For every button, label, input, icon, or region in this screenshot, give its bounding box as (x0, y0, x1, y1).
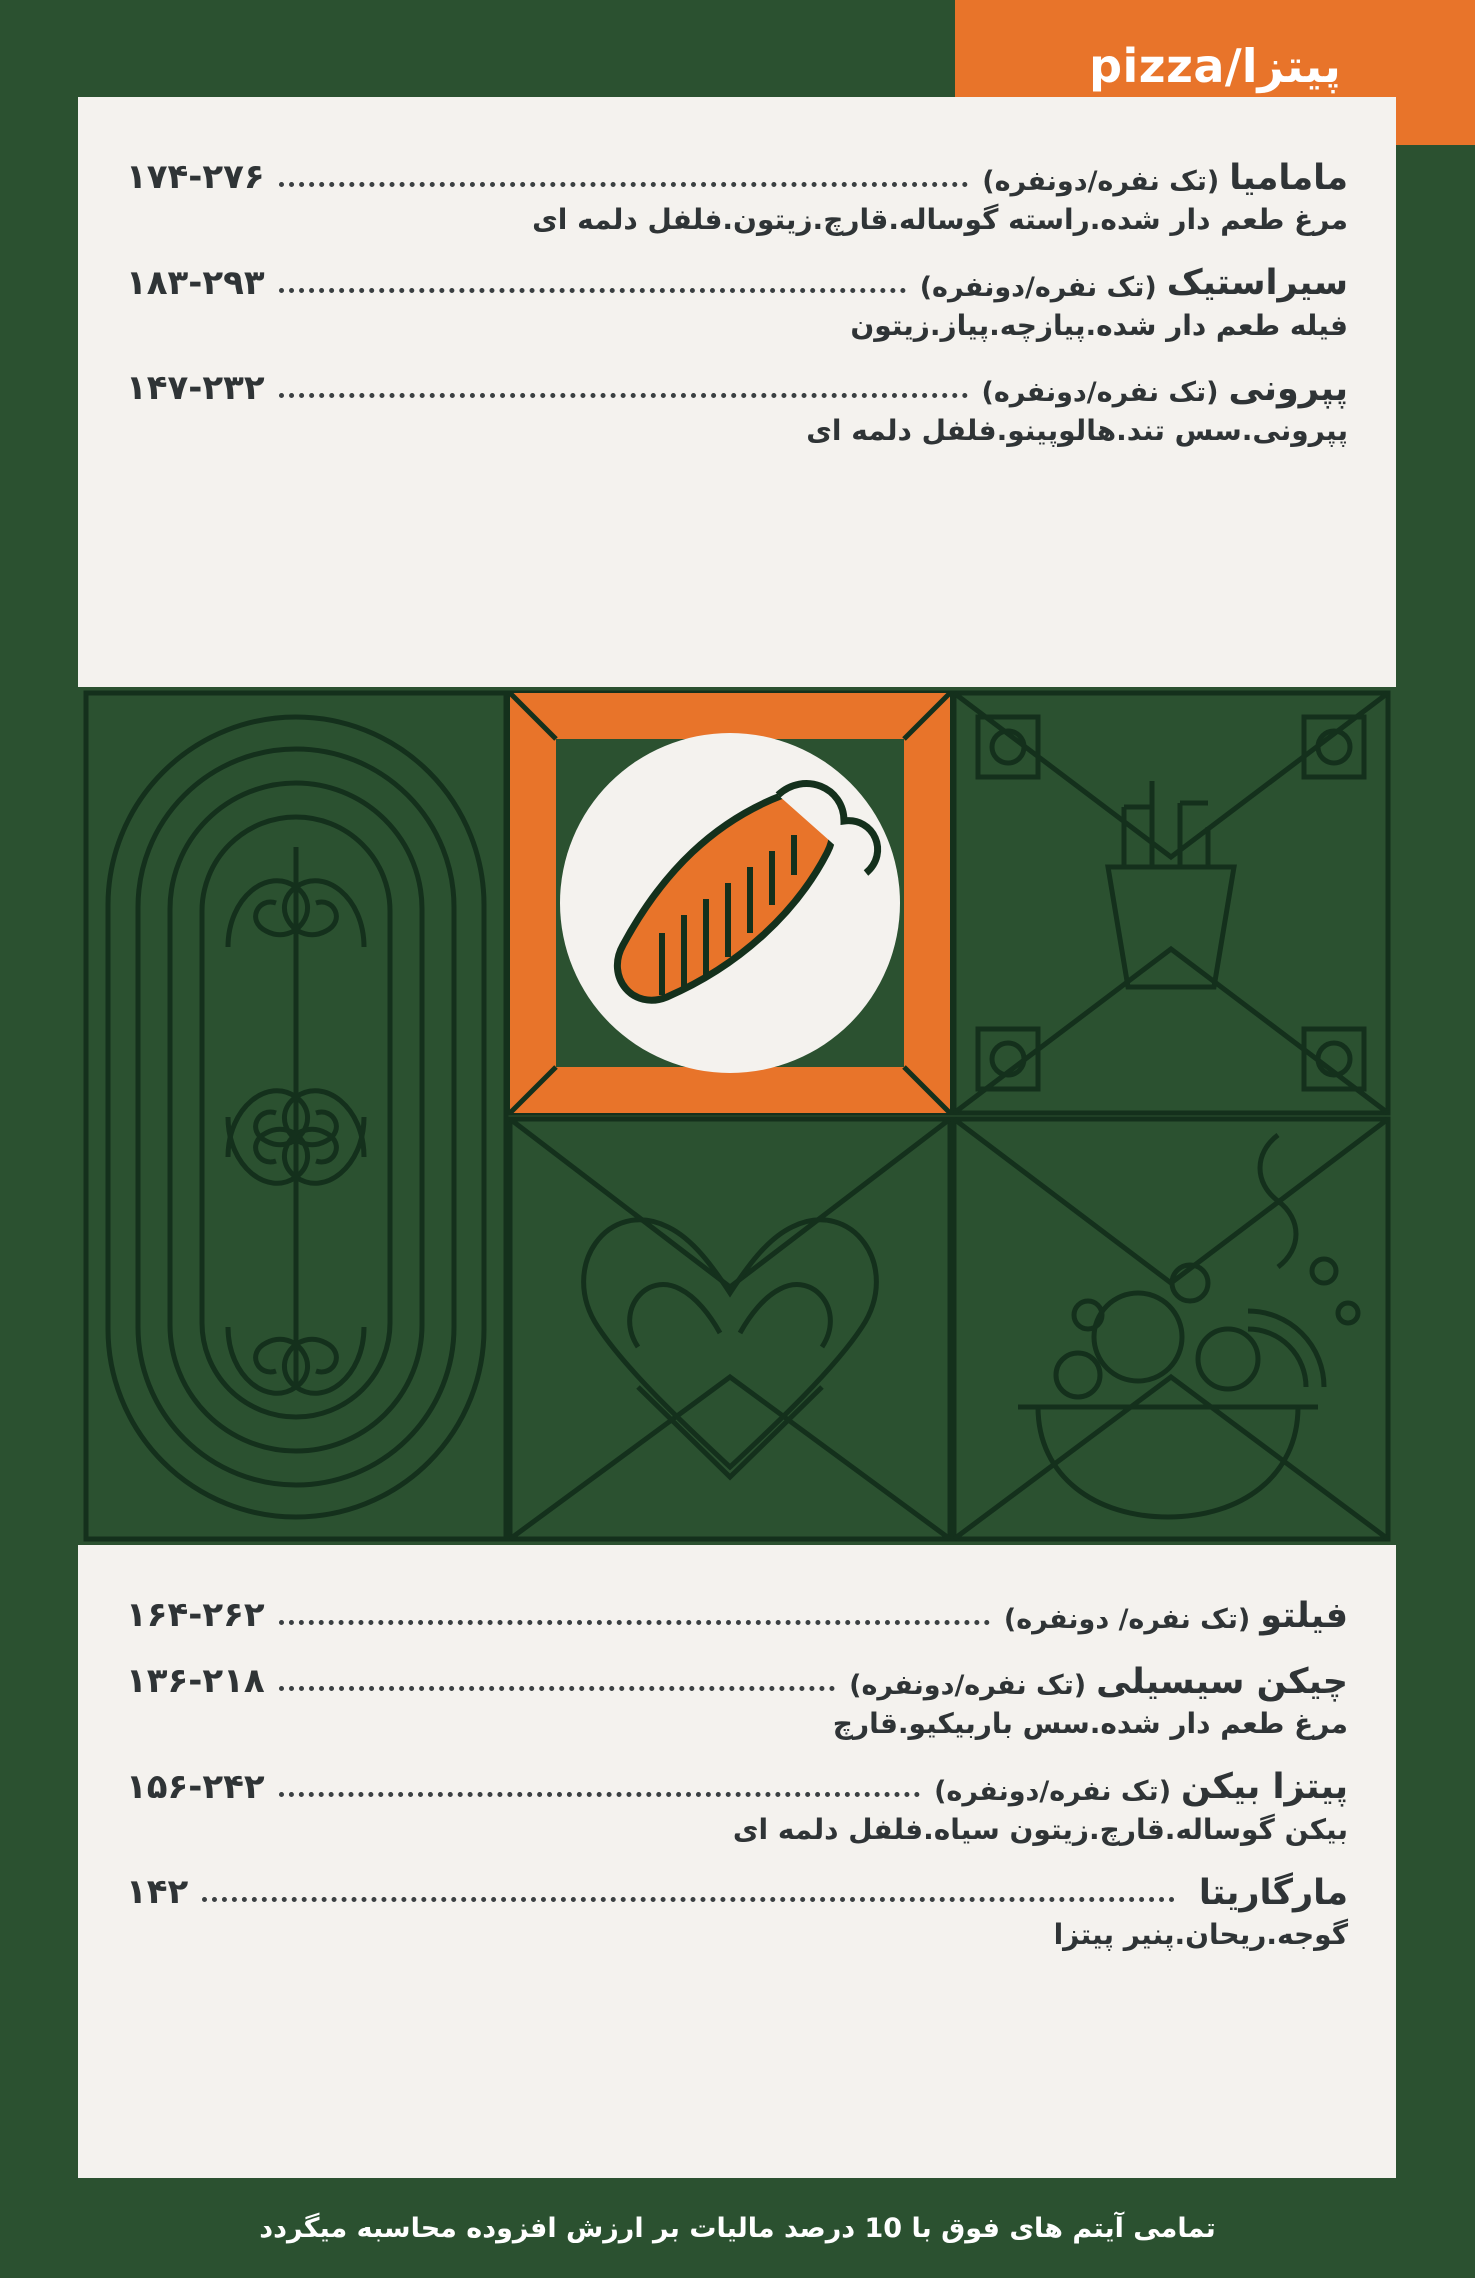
leader-dots (279, 181, 969, 187)
menu-item-description: پپرونی.سس تند.هالوپینو.فلفل دلمه ای (806, 414, 1348, 448)
menu-item[interactable] (126, 1767, 1348, 1847)
menu-item-price: ۱۷۴-۲۷۶ (126, 157, 265, 197)
tax-note: تمامی آیتم های فوق با 10 درصد مالیات بر ارزش افزوده محاسبه میگردد (259, 2212, 1216, 2244)
leader-dots (279, 287, 906, 293)
menu-item-row (126, 1661, 1348, 1701)
menu-item-portion: (تک نفره/ دونفره) (1003, 1604, 1251, 1635)
menu-item-price: ۱۳۶-۲۱۸ (126, 1661, 265, 1701)
menu-item-description: فیله طعم دار شده.پیازچه.پیاز.زیتون (850, 308, 1348, 342)
menu-item-row (126, 1767, 1348, 1807)
menu-item-portion: (تک نفره/دونفره) (982, 166, 1220, 197)
menu-item-name: چیکن سیسیلی (1096, 1661, 1348, 1702)
illustration-band (78, 687, 1396, 1545)
menu-item-name: پیتزا بیکن (1181, 1767, 1348, 1808)
page-title: پیتزا/pizza (1089, 38, 1341, 93)
menu-item-row (126, 1872, 1348, 1912)
leader-dots (202, 1896, 1175, 1902)
menu-item-row (126, 1595, 1348, 1635)
menu-item[interactable] (126, 157, 1348, 237)
menu-item-price: ۱۸۳-۲۹۳ (126, 262, 265, 303)
menu-item-row (126, 368, 1348, 408)
leader-dots (279, 392, 968, 398)
illustration-svg (78, 687, 1396, 1545)
menu-item[interactable] (126, 1595, 1348, 1635)
menu-item-price: ۱۶۴-۲۶۲ (126, 1595, 265, 1635)
menu-item[interactable] (126, 263, 1348, 343)
right-background-strip (1396, 145, 1475, 2278)
menu-item-price: ۱۴۷-۲۳۲ (126, 368, 265, 409)
menu-section-bottom (78, 1545, 1396, 2179)
menu-item[interactable] (126, 368, 1348, 448)
leader-dots (279, 1619, 990, 1625)
left-background-strip (0, 0, 78, 2278)
leader-dots (279, 1685, 836, 1691)
menu-item-name: سیراستیک (1166, 263, 1348, 304)
menu-item-price: ۱۴۲ (126, 1872, 189, 1913)
leader-dots (279, 1791, 920, 1797)
menu-item[interactable] (126, 1872, 1348, 1952)
menu-item-description: گوجه.ریحان.پنیر پیتزا (1053, 1918, 1348, 1952)
footer-note-bar (0, 2178, 1475, 2278)
menu-item-row (126, 157, 1348, 197)
menu-item-portion: (تک نفره/دونفره) (934, 1775, 1172, 1807)
menu-item-name: پپرونی (1228, 368, 1348, 409)
menu-item[interactable] (126, 1661, 1348, 1741)
menu-item-portion: (تک نفره/دونفره) (919, 271, 1157, 303)
menu-section-top (78, 97, 1396, 687)
menu-item-name: فیلتو (1260, 1595, 1348, 1636)
menu-item-name: مارگاریتا (1198, 1872, 1348, 1913)
menu-item-portion: (تک نفره/دونفره) (849, 1670, 1087, 1701)
pizza-slice-badge-tile (510, 693, 950, 1113)
menu-item-portion: (تک نفره/دونفره) (981, 377, 1219, 409)
menu-item-description: مرغ طعم دار شده.راسته گوساله.قارچ.زیتون.فلفل دلمه ای (532, 203, 1348, 236)
menu-item-description: مرغ طعم دار شده.سس باربیکیو.قارچ (832, 1707, 1348, 1740)
top-background-strip (0, 0, 955, 97)
menu-item-price: ۱۵۶-۲۴۲ (126, 1766, 265, 1807)
menu-item-name: ماماميا (1229, 157, 1348, 198)
menu-item-description: بیکن گوساله.قارچ.زیتون سیاه.فلفل دلمه ای (732, 1812, 1348, 1846)
menu-item-row (126, 263, 1348, 303)
